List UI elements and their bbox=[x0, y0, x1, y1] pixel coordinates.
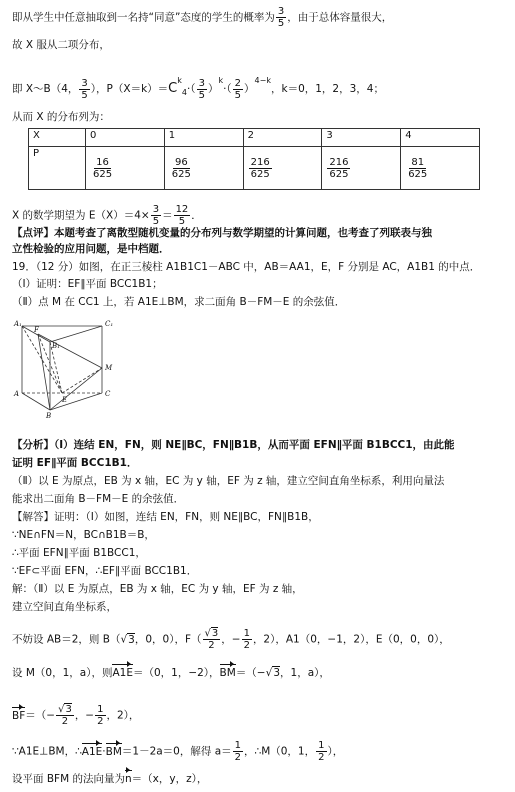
line-expectation: X 的数学期望为 E（X）＝4× $\frac{3}{5}$ ＝ $\frac{12}{5}$ ． bbox=[12, 204, 202, 227]
comment-line-2: 立性检验的应用问题，是中档题． bbox=[12, 243, 170, 255]
question-19-part2: （Ⅱ）点 M 在 CC1 上，若 A1E⊥BM，求二面角 B－FM－E 的余弦值． bbox=[12, 296, 346, 308]
figure-label: A₁ bbox=[14, 320, 22, 328]
analysis-line-3: （Ⅱ）以 E 为原点，EB 为 x 轴，EC 为 y 轴，EF 为 z 轴，建立空间直角坐标系，利用向量法 bbox=[12, 475, 445, 487]
figure-label: B bbox=[46, 412, 52, 418]
solution-line-3: ∴平面 EFN∥平面 B1BCC1， bbox=[12, 547, 146, 559]
solution-line-4: ∵EF⊂平面 EFN，∴EF∥平面 BCC1B1． bbox=[12, 565, 198, 577]
vector-line-1: 设 M（0，1，a），则A1E＝（0，1，−2），BM＝（−√3，1，a）， bbox=[12, 667, 330, 679]
figure-label: C₁ bbox=[105, 320, 114, 328]
line-formula: 即 X～B（4， $\frac{3}{5}$ ），$P(X=k)=C^k_4\cdot$（ $\frac{3}{5}$ ）$^k$·（ $\frac{2}{5}$ ）$^{4-k}$，k＝0，1，2，3，4； bbox=[12, 76, 384, 101]
table-row: P $\frac{16}{625}$ $\frac{96}{625}$ $\frac{216}{625}$ $\frac{216}{625}$ $\frac{81}{625}$ bbox=[29, 147, 480, 190]
table-header-row: X 0 1 2 3 4 bbox=[29, 129, 480, 147]
figure-label: E bbox=[62, 396, 68, 404]
fraction: $\frac{3}{5}$ bbox=[277, 6, 285, 29]
prism-figure bbox=[12, 318, 124, 418]
analysis-line-4: 能求出二面角 B－FM－E 的余弦值． bbox=[12, 493, 185, 505]
figure-label: F bbox=[34, 326, 39, 334]
analysis-line-1: 【分析】（Ⅰ）连结 EN，FN，则 NE∥BC，FN∥B1B，从而平面 EFN∥平面 B1BCC1，由此能 bbox=[12, 439, 455, 451]
comment-line-1: 【点评】本题考查了离散型随机变量的分布列与数学期望的计算问题，也考查了列联表与独 bbox=[12, 227, 432, 239]
question-19-part1: （Ⅰ）证明：EF∥平面 BCC1B1； bbox=[12, 278, 163, 290]
dot-product-line: ∵A1E⊥BM，∴A1E·BM＝1－2a＝0，解得 a＝ $\frac{1}{2}$ ，∴M（0，1， $\frac{1}{2}$ ）， bbox=[12, 740, 344, 763]
figure-label: A bbox=[14, 390, 20, 398]
solution-line-2: ∵NE∩FN＝N，BC∩B1B＝B， bbox=[12, 529, 155, 541]
analysis-line-2: 证明 EF∥平面 BCC1B1． bbox=[12, 457, 138, 469]
figure-label: B₁ bbox=[52, 342, 60, 350]
vector-line-2: BF＝（− $\frac{√3}{2}$ ，− $\frac{1}{2}$ ，2）， bbox=[12, 704, 140, 727]
normal-vector-line: 设平面 BFM 的法向量为n＝（x，y，z）， bbox=[12, 773, 208, 785]
line-binomial: 故 X 服从二项分布， bbox=[12, 39, 110, 51]
coordinates-line: 不妨设 AB＝2，则 B（√3，0，0），F（ $\frac{√3}{2}$ ，− $\frac{1}{2}$ ，2），A1（0，−1，2），E（0，0，0）， bbox=[12, 628, 450, 651]
solution-line-5: 解：（Ⅱ）以 E 为原点，EB 为 x 轴，EC 为 y 轴，EF 为 z 轴， bbox=[12, 583, 303, 595]
solution-line-1: 【解答】证明：（Ⅰ）如图，连结 EN，FN，则 NE∥BC，FN∥B1B， bbox=[12, 511, 319, 523]
line-distribution-intro: 从而 X 的分布列为： bbox=[12, 111, 110, 123]
figure-label: C bbox=[105, 390, 111, 398]
question-19: 19．（12 分）如图，在正三棱柱 A1B1C1－ABC 中，AB＝AA1，E，F 分别是 AC，A1B1 的中点． bbox=[12, 261, 481, 273]
distribution-table bbox=[28, 128, 480, 190]
solution-line-6: 建立空间直角坐标系， bbox=[12, 601, 117, 613]
line-probability: 即从学生中任意抽取到一名持“同意”态度的学生的概率为 $\frac{3}{5}$ ，由于总体容量很大， bbox=[12, 6, 393, 29]
figure-label: M bbox=[105, 364, 113, 372]
